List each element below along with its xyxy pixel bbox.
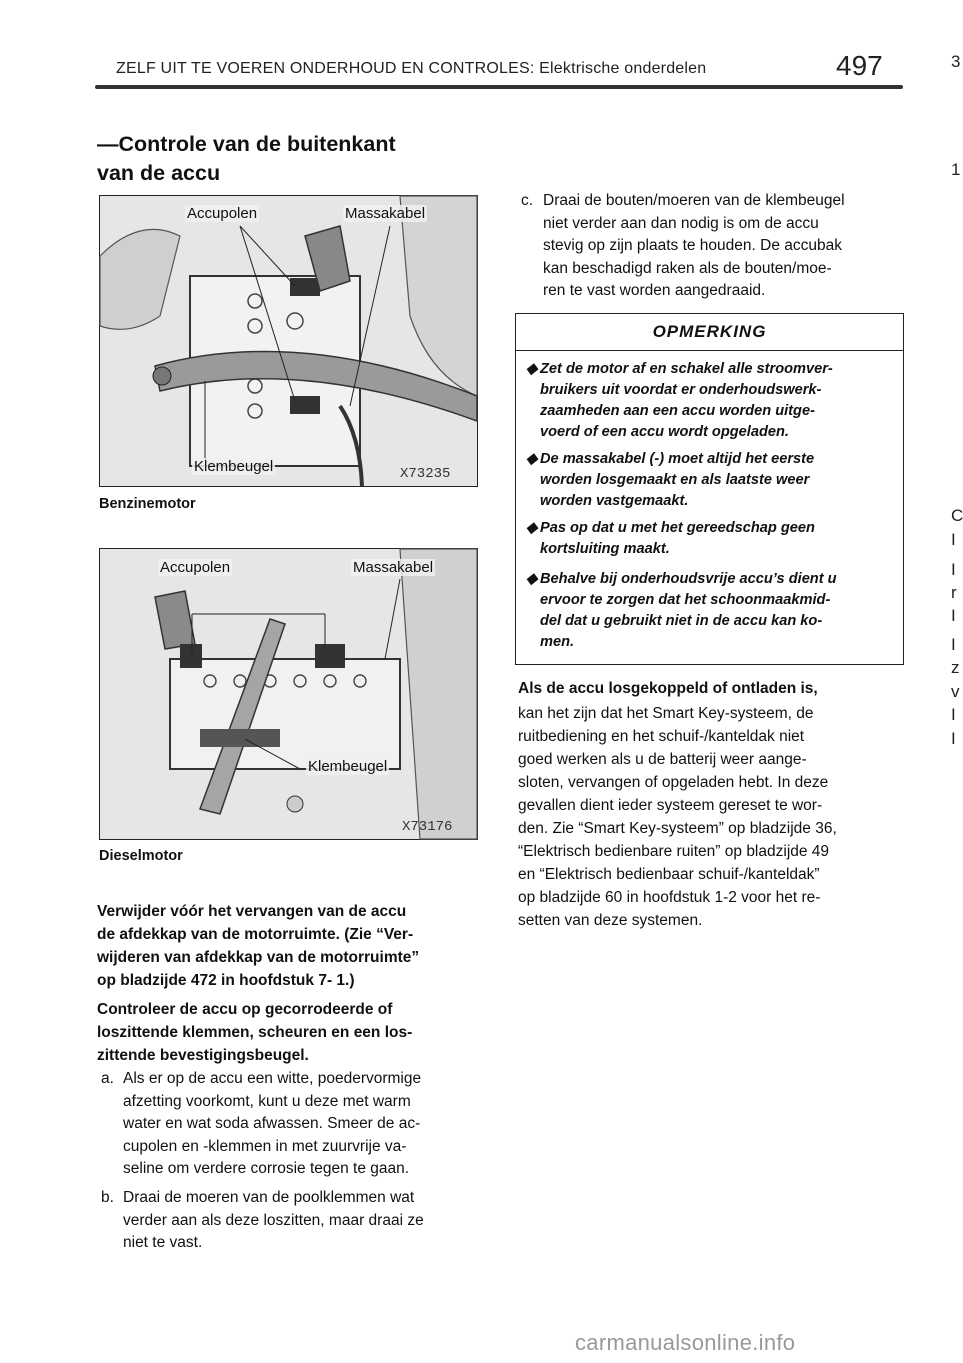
- edge-mark: C: [951, 506, 963, 525]
- edge-mark: I: [951, 606, 956, 625]
- figure-diesel-battery: [99, 548, 478, 840]
- note-line: De massakabel (-) moet altijd het eerste: [540, 451, 815, 467]
- note-text: [540, 359, 898, 443]
- note-text: [540, 569, 898, 653]
- note-box: [515, 313, 904, 665]
- note-line: del dat u gebruikt niet in de accu kan ko-: [540, 613, 823, 629]
- list-line: water en wat soda afwassen. Smeer de ac-: [123, 1115, 421, 1132]
- running-header: ZELF UIT TE VOEREN ONDERHOUD EN CONTROLES: Elektrische onderdelen: [116, 60, 707, 77]
- paragraph-line: wijderen van afdekkap van de motorruimte”: [97, 949, 420, 966]
- figure1-caption: Benzinemotor: [99, 496, 196, 512]
- section-title: [97, 130, 477, 188]
- list-letter: c.: [521, 192, 534, 209]
- figure1-label-klembeugel: Klembeugel: [194, 458, 274, 475]
- list-line: kan beschadigd raken als de bouten/moe-: [543, 259, 832, 277]
- paragraph-line: loszittende klemmen, scheuren en een los-: [97, 1024, 413, 1041]
- list-letter: a.: [101, 1070, 114, 1087]
- diamond-bullet-icon: ◆: [526, 520, 538, 536]
- disconnect-heading: Als de accu losgekoppeld of ontladen is,: [518, 680, 818, 697]
- list-text: [543, 190, 913, 303]
- list-line: verder aan als deze loszitten, maar draai ze: [123, 1211, 424, 1229]
- note-line: Zet de motor af en schakel alle stroomver-: [540, 361, 833, 377]
- paragraph-line: de afdekkap van de motorruimte. (Zie “Ver-: [97, 926, 414, 943]
- list-line: ren te vast worden aangedraaid.: [543, 282, 766, 299]
- list-line: Draai de moeren van de poolklemmen wat: [123, 1189, 415, 1206]
- note-line: bruikers uit voordat er onderhoudswerk-: [540, 382, 822, 398]
- edge-mark: z: [951, 658, 960, 677]
- note-line: zaamheden aan een accu worden uitge-: [540, 403, 815, 419]
- list-line: afzetting voorkomt, kunt u deze met warm: [123, 1092, 411, 1110]
- edge-mark: r: [951, 583, 957, 602]
- list-line: seline om verdere corrosie tegen te gaan.: [123, 1160, 410, 1177]
- watermark: carmanualsonline.info: [575, 1330, 796, 1355]
- note-line: Pas op dat u met het gereedschap geen: [540, 520, 815, 536]
- paragraph-line: zittende bevestigingsbeugel.: [97, 1047, 309, 1064]
- edge-mark: I: [951, 530, 956, 549]
- figure1-label-massakabel: Massakabel: [345, 205, 426, 222]
- note-text: [540, 449, 898, 512]
- diamond-bullet-icon: ◆: [526, 451, 538, 467]
- paragraph-line: Controleer de accu op gecorrodeerde of: [97, 1001, 393, 1018]
- note-text: [540, 518, 898, 560]
- edge-mark: v: [951, 682, 960, 701]
- figure-petrol-battery: [99, 195, 478, 487]
- edge-mark: I: [951, 635, 956, 654]
- paragraph-check-battery: [97, 998, 492, 1067]
- battery-illustration-petrol: [100, 196, 477, 486]
- disconnect-body: kan het zijn dat het Smart Key-systeem, de ruitbediening en het schuif-/kanteldak niet goed werken als u de batterij weer aange- sloten, vervangen of opgeladen hebt. In deze gevallen dient ieder systeem gereset te wor- den. Zie “Smart Key-systeem” op bladzijde 36, “Elektrisch bedienbare ruiten” op bladzijde 49 en “Elektrisch bedienbaar schuif-/kanteldak” op bladzijde 60 in hoofdstuk 1-2 voor het re- setten van deze systemen.: [518, 705, 837, 929]
- list-line: niet te vast.: [123, 1234, 203, 1251]
- figure2-label-accupolen: Accupolen: [160, 559, 231, 576]
- figure2-code: X73176: [402, 819, 453, 835]
- note-line: voerd of een accu wordt opgeladen.: [540, 424, 789, 440]
- list-text: [123, 1187, 493, 1255]
- list-text: [123, 1068, 493, 1181]
- note-line: ervoor te zorgen dat het schoonmaakmid-: [540, 592, 831, 608]
- edge-mark: 3: [951, 52, 961, 71]
- list-line: Als er op de accu een witte, poedervormige: [123, 1070, 422, 1087]
- header-rule: [95, 85, 903, 89]
- note-title: OPMERKING: [516, 314, 903, 351]
- section-title-line-1: —Controle van de buitenkant: [97, 132, 396, 156]
- paragraph-line: Verwijder vóór het vervangen van de accu: [97, 903, 407, 920]
- note-line: men.: [540, 634, 575, 650]
- edge-mark: I: [951, 560, 956, 579]
- edge-mark: I: [951, 705, 956, 724]
- list-line: niet verder aan dan nodig is om de accu: [543, 214, 819, 232]
- list-letter: b.: [101, 1189, 114, 1206]
- figure1-label-accupolen: Accupolen: [187, 205, 258, 222]
- note-line: worden vastgemaakt.: [540, 493, 689, 509]
- battery-illustration-diesel: [100, 549, 477, 839]
- note-line: Behalve bij onderhoudsvrije accu’s dient u: [540, 571, 837, 587]
- figure1-code: X73235: [400, 466, 451, 482]
- figure2-caption: Dieselmotor: [99, 848, 183, 864]
- note-line: worden losgemaakt en als laatste weer: [540, 472, 810, 488]
- diamond-bullet-icon: ◆: [526, 361, 538, 377]
- list-line: cupolen en -klemmen in met zuurvrije va-: [123, 1137, 407, 1155]
- paragraph-remove-cover: [97, 900, 492, 992]
- diamond-bullet-icon: ◆: [526, 571, 538, 587]
- edge-mark: 1: [951, 160, 961, 179]
- note-line: kortsluiting maakt.: [540, 541, 670, 557]
- figure2-label-klembeugel: Klembeugel: [308, 758, 388, 775]
- list-line: Draai de bouten/moeren van de klembeugel: [543, 192, 845, 209]
- edge-mark: I: [951, 729, 956, 748]
- section-title-line-2: van de accu: [97, 161, 221, 185]
- page-number: 497: [836, 50, 883, 81]
- list-line: stevig op zijn plaats te houden. De accubak: [543, 237, 842, 254]
- figure2-label-massakabel: Massakabel: [353, 559, 434, 576]
- paragraph-line: op bladzijde 472 in hoofdstuk 7- 1.): [97, 972, 355, 989]
